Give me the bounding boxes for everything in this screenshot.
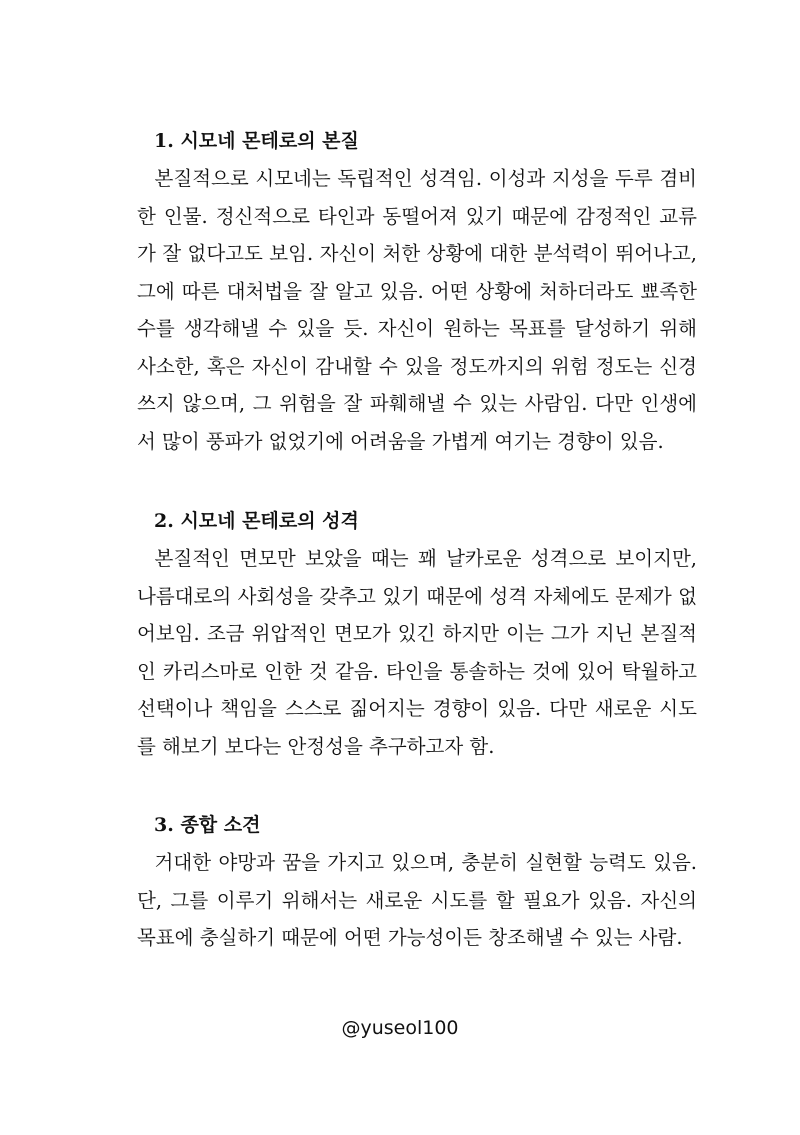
section-heading: 1. 시모네 몬테로의 본질 <box>154 130 359 152</box>
text-line: 거대한 야망과 꿈을 가지고 있으며, 충분히 실현할 능력도 있음. <box>154 851 697 874</box>
text-line: 쓰지 않으며, 그 위험을 잘 파훼해낼 수 있는 사람임. 다만 인생에 <box>137 392 697 415</box>
section-personality <box>137 508 697 765</box>
text-line: 수를 생각해낼 수 있을 듯. 자신이 원하는 목표를 달성하기 위해 <box>137 317 697 340</box>
text-line: 사소한, 혹은 자신이 감내할 수 있을 정도까지의 위험 정도는 신경 <box>137 354 697 378</box>
text-line: 가 잘 없다고도 보임. 자신이 처한 상황에 대한 분석력이 뛰어나고, <box>137 242 697 265</box>
text-line: 목표에 충실하기 때문에 어떤 가능성이든 창조해낼 수 있는 사람. <box>137 926 683 949</box>
text-line: 를 해보기 보다는 안정성을 추구하고자 함. <box>137 734 495 758</box>
section-body <box>137 160 697 460</box>
text-line: 본질적인 면모만 보았을 때는 꽤 날카로운 성격으로 보이지만, <box>154 547 697 570</box>
text-line: 그에 따른 대처법을 잘 알고 있음. 어떤 상황에 처하더라도 뾰족한 <box>137 279 697 303</box>
text-line: 나름대로의 사회성을 갖추고 있기 때문에 성격 자체에도 문제가 없 <box>137 584 697 608</box>
section-body <box>137 540 697 765</box>
text-line: 한 인물. 정신적으로 타인과 동떨어져 있기 때문에 감정적인 교류 <box>137 204 697 228</box>
section-body <box>137 844 697 957</box>
author-handle: @yuseol100 <box>341 1017 459 1039</box>
text-line: 인 카리스마로 인한 것 같음. 타인을 통솔하는 것에 있어 탁월하고 <box>137 659 697 683</box>
text-line: 본질적으로 시모네는 독립적인 성격임. 이성과 지성을 두루 겸비 <box>154 167 697 190</box>
section-heading: 2. 시모네 몬테로의 성격 <box>154 510 359 532</box>
section-heading: 3. 종합 소견 <box>154 814 261 836</box>
text-line: 어보임. 조금 위압적인 면모가 있긴 하지만 이는 그가 지닌 본질적 <box>137 622 697 645</box>
text-line: 선택이나 책임을 스스로 짊어지는 경향이 있음. 다만 새로운 시도 <box>137 697 697 720</box>
section-essence <box>137 128 697 460</box>
text-line: 단, 그를 이루기 위해서는 새로운 시도를 할 필요가 있음. 자신의 <box>137 888 697 912</box>
section-summary <box>137 812 697 957</box>
text-line: 서 많이 풍파가 없었기에 어려움을 가볍게 여기는 경향이 있음. <box>137 429 664 453</box>
